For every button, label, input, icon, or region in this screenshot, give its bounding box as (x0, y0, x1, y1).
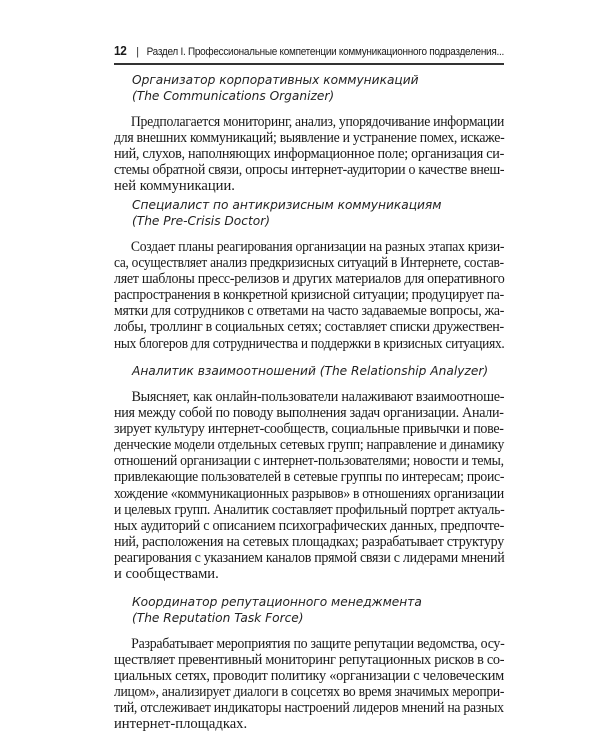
section-paragraph (114, 389, 504, 582)
text-line: ний, слухов, наполняющих информационное поле; организация си- (114, 146, 505, 163)
text-line: ных блогеров для сотрудничества и поддержки в кризисных ситуациях. (114, 335, 505, 352)
section-relationship-analyzer (114, 363, 504, 582)
text-line: и сообществами. (114, 566, 219, 583)
text-line: Разрабатывает мероприятия по защите репутации ведомства, осу- (131, 636, 505, 652)
text-line: стемы обратной связи, опросы интернет-аудитории о качестве внеш- (114, 162, 505, 179)
running-title: Раздел I. Профессиональные компетенции коммуникационного подразделения... (146, 46, 504, 58)
text-line: тий, отслеживает индикаторы настроений лидеров мнений на разных (114, 700, 504, 717)
section-heading: Специалист по антикризисным коммуникациям (132, 198, 442, 212)
section-reputation-task-force (114, 594, 504, 733)
text-line: ней коммуникации. (114, 178, 235, 195)
section-paragraph (114, 114, 504, 194)
text-line: ных аудиторий с описанием психографических данных, предпочте- (114, 517, 504, 534)
section-heading-en: (The Pre-Crisis Doctor) (132, 214, 270, 228)
text-line: лобы, троллинг в социальных сетях; составляет списки дружествен- (114, 319, 504, 336)
text-line: циальных сетях, проводит политику «организации с человеческим (114, 668, 504, 685)
header-rule (114, 63, 504, 65)
section-paragraph (114, 636, 504, 733)
running-header (114, 43, 504, 63)
text-line: хождение «коммуникационных разрывов» в отношениях организации (114, 485, 504, 502)
text-line: Выясняет, как онлайн-пользователи налаживают взаимоотноше- (131, 389, 505, 405)
text-line: привлекающие пользователей в сетевые группы по интересам; проис- (114, 469, 505, 486)
header-separator: | (136, 46, 139, 58)
text-line: реагирования с указанием каналов прямой связи с лидерами мнений (114, 549, 505, 566)
section-heading-en: (The Communications Organizer) (132, 89, 335, 103)
text-line: ляет шаблоны пресс-релизов и других материалов для оперативного (114, 271, 505, 288)
section-heading: Координатор репутационного менеджмента (132, 595, 422, 609)
section-paragraph (114, 239, 504, 352)
text-line: лицом», анализирует диалоги в соцсетях во время значимых меропри- (114, 684, 505, 701)
text-line: для внешних коммуникаций; выявление и устранение помех, искаже- (114, 130, 505, 147)
text-line: ществляет превентивный мониторинг репутационных рисков в со- (114, 652, 505, 669)
section-heading: Организатор корпоративных коммуникаций (132, 73, 419, 87)
section-heading-en: (The Reputation Task Force) (132, 611, 304, 625)
text-line: са, осуществляет анализ предкризисных ситуаций в Интернете, состав- (114, 255, 504, 272)
page-number: 12 (114, 43, 127, 58)
text-line: мятки для сотрудников с ответами на часто задаваемые вопросы, жа- (114, 303, 505, 320)
text-line: отношений организации с интернет-пользователями; новости и темы, (114, 453, 504, 470)
section-communications-organizer (114, 72, 504, 194)
text-line: зирует культуру интернет-сообществ, социальные привычки и пове- (114, 421, 504, 438)
text-line: интернет-площадках. (114, 716, 248, 733)
text-line: и целевых групп. Аналитик составляет профильный портрет актуаль- (114, 501, 505, 518)
text-line: распространения в конкретной кризисной ситуации; продуцирует па- (114, 287, 504, 304)
section-heading: Аналитик взаимоотношений (The Relationship Analyzer) (132, 364, 489, 378)
text-line: ния между собой по поводу выполнения задач организации. Анали- (114, 405, 504, 422)
text-line: Создает планы реагирования организации на разных этапах кризи- (130, 239, 505, 255)
text-line: ний, расположения на сетевых площадках; разрабатывает структуру (114, 533, 504, 550)
text-line: денческие модели отдельных сетевых групп; направление и динамику (114, 437, 505, 454)
text-line: Предполагается мониторинг, анализ, упорядочивание информации (130, 114, 505, 130)
section-pre-crisis-doctor (114, 197, 504, 352)
